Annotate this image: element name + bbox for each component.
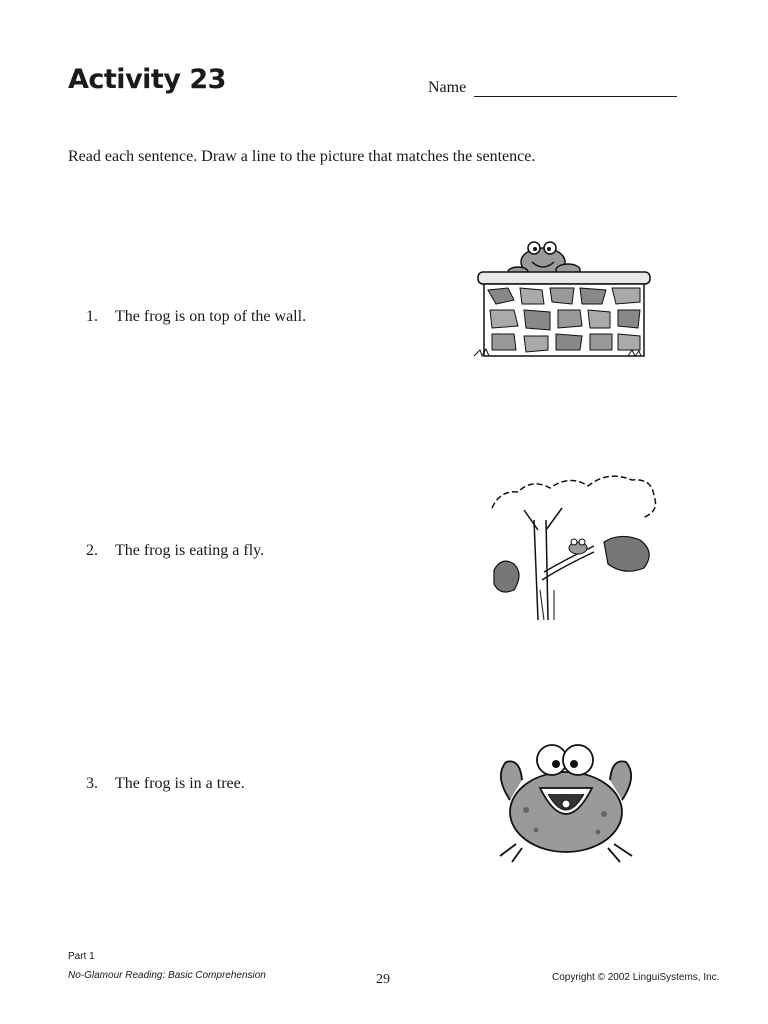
sentence-item-3 — [86, 775, 245, 793]
sentence-item-2 — [86, 542, 264, 560]
sentence-number: 2. — [86, 542, 98, 559]
name-label: Name — [428, 79, 467, 96]
sentence-text: The frog is on top of the wall. — [115, 308, 307, 325]
sentence-number: 1. — [86, 308, 98, 325]
name-blank-line[interactable] — [474, 80, 677, 97]
frog-eating-fly-picture — [486, 740, 648, 868]
sentence-number: 3. — [86, 775, 98, 792]
instructions: Read each sentence. Draw a line to the picture that matches the sentence. — [68, 148, 536, 165]
footer-copyright: Copyright © 2002 LinguiSystems, Inc. — [552, 972, 720, 983]
sentence-text: The frog is eating a fly. — [115, 542, 265, 559]
frog-in-tree-picture — [484, 460, 664, 626]
small-frog-icon — [569, 539, 587, 554]
sentence-text: The frog is in a tree. — [115, 775, 245, 792]
frog-on-wall-picture — [468, 236, 658, 364]
name-field — [428, 79, 677, 97]
sentence-item-1 — [86, 308, 306, 326]
footer-book-title: No-Glamour Reading: Basic Comprehension — [68, 970, 266, 981]
page-number: 29 — [376, 972, 390, 987]
footer-part: Part 1 — [68, 951, 95, 962]
stone-wall-icon — [474, 272, 650, 356]
big-frog-icon — [500, 745, 632, 862]
page-title: Activity 23 — [68, 64, 226, 95]
